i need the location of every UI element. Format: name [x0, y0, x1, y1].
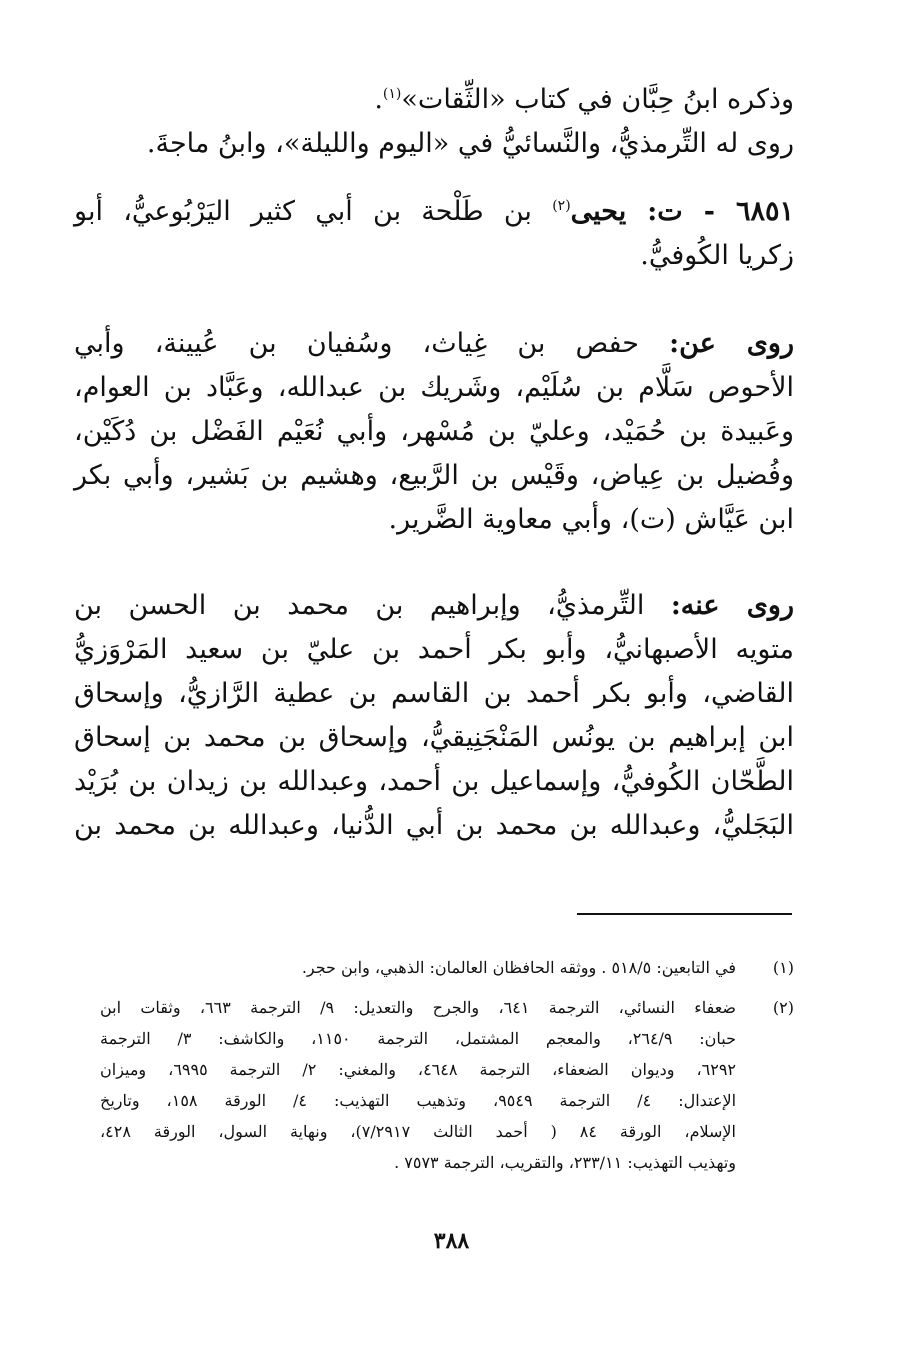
footnote-text	[100, 992, 736, 1178]
section-label: روى عن:	[669, 328, 794, 359]
footnote-2	[100, 992, 794, 1178]
entry-number: ٦٨٥١ - ت: يحيى	[570, 196, 794, 227]
text-line	[74, 322, 794, 366]
entry-name: بن طَلْحة بن أبي كثير اليَرْبُوعيُّ، أبو	[74, 196, 532, 227]
intro-line: روى له التِّرمذيُّ، والنَّسائيُّ في «اليوم والليلة»، وابنُ ماجةَ.	[146, 128, 794, 159]
text-line: متويه الأصبهانيُّ، وأبو بكر أحمد بن عليّ بن سعيد المَرْوَزيُّ	[74, 634, 794, 665]
text-line: الطَّحّان الكُوفيُّ، وإسماعيل بن أحمد، وعبدالله بن زيدان بن بُرَيْد	[74, 766, 794, 797]
text-span: حفص بن غِياث، وسُفيان بن عُيينة، وأبي	[74, 328, 639, 359]
footnote-line: ٦٢٩٢، وديوان الضعفاء، الترجمة ٤٦٤٨، والمغني: ٢/ الترجمة ٦٩٩٥، وميزان	[100, 1060, 736, 1079]
intro-paragraph	[74, 78, 794, 166]
section-label: روى عنه:	[670, 590, 795, 621]
intro-text: وذكره ابنُ حِبَّان في كتاب «الثِّقات»	[401, 84, 794, 115]
text-span: التِّرمذيُّ، وإبراهيم بن محمد بن الحسن بن	[74, 590, 645, 621]
footnote-line: الإعتدال: ٤/ الترجمة ٩٥٤٩، وتذهيب التهذيب: ٤/ الورقة ١٥٨، وتاريخ	[100, 1091, 737, 1110]
page-number: ٣٨٨	[433, 1228, 470, 1254]
footnote-line: وتهذيب التهذيب: ٢٣٣/١١، والتقريب، الترجمة ٧٥٧٣ .	[394, 1153, 736, 1172]
footnote-1	[100, 952, 794, 983]
entry-heading	[74, 190, 794, 278]
intro-line	[74, 78, 794, 122]
text-line: القاضي، وأبو بكر أحمد بن القاسم بن عطية الرَّازيُّ، وإسحاق	[74, 678, 794, 709]
footnote-separator	[577, 913, 792, 915]
narrated-from-paragraph	[74, 322, 794, 542]
footnote-line: ضعفاء النسائي، الترجمة ٦٤١، والجرح والتعديل: ٩/ الترجمة ٦٦٣، وثقات ابن	[100, 998, 737, 1017]
footnote-marker[interactable]: (١)	[382, 86, 402, 102]
footnote-line: في التابعين: ٥١٨/٥ . ووثقه الحافظان العالمان: الذهبي، وابن حجر.	[301, 958, 736, 977]
text-line: وفُضيل بن عِياض، وقَيْس بن الرَّبيع، وهشيم بن بَشير، وأبي بكر	[74, 460, 794, 491]
text-line: وعَبيدة بن حُمَيْد، وعليّ بن مُسْهر، وأبي نُعَيْم الفَضْل بن دُكَيْن،	[74, 416, 794, 447]
entry-line	[74, 190, 794, 234]
entry-line: زكريا الكُوفيُّ.	[640, 240, 794, 271]
text-line: ابن عَيَّاش (ت)، وأبي معاوية الضَّرير.	[388, 504, 794, 535]
text-line	[74, 584, 794, 628]
footnote-number: (٢)	[772, 998, 794, 1017]
text-line: ابن إبراهيم بن يونُس المَنْجَنِيقيُّ، وإسحاق بن محمد بن إسحاق	[74, 722, 794, 753]
footnote-marker[interactable]: (٢)	[552, 198, 571, 214]
intro-end: .	[374, 84, 383, 115]
narrated-by-paragraph	[74, 584, 794, 848]
footnote-line: الإسلام، الورقة ٨٤ ( أحمد الثالث ٧/٢٩١٧)، ونهاية السول، الورقة ٤٢٨،	[100, 1122, 736, 1141]
footnote-text	[100, 952, 736, 983]
footnote-line: حبان: ٢٦٤/٩، والمعجم المشتمل، الترجمة ١١٥٠، والكاشف: ٣/ الترجمة	[100, 1029, 737, 1048]
footnote-number: (١)	[772, 958, 794, 977]
text-line: البَجَليُّ، وعبدالله بن محمد بن أبي الدُّنيا، وعبدالله بن محمد بن	[74, 810, 794, 841]
text-line: الأحوص سَلَّام بن سُلَيْم، وشَريك بن عبدالله، وعَبَّاد بن العوام،	[74, 372, 794, 403]
